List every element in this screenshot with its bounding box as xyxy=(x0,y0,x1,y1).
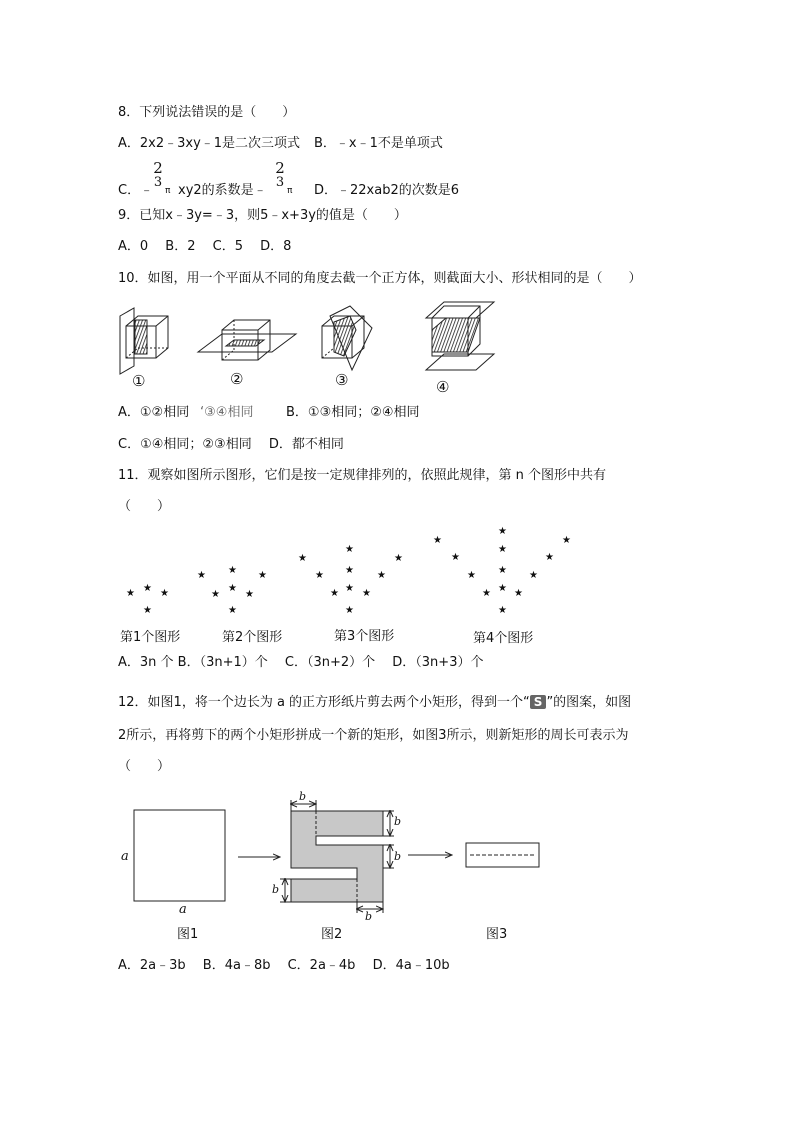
q8-fraction-1-numerator: 2 xyxy=(153,159,163,177)
star: ★ xyxy=(433,535,442,546)
q12-label-b-left: b xyxy=(272,883,280,896)
q8-fraction-2-numerator: 2 xyxy=(275,159,285,177)
q8-option-d: D．﹣22xab2的次数是6 xyxy=(314,183,460,198)
star: ★ xyxy=(126,588,135,599)
q12-label-a-left: a xyxy=(121,849,129,864)
star: ★ xyxy=(345,583,354,594)
q10-label-4: ④ xyxy=(436,378,450,396)
q12-label-b-right-1: b xyxy=(394,815,402,828)
q8-option-c-prefix: C．﹣ xyxy=(118,183,154,198)
star: ★ xyxy=(330,588,339,599)
q11-paren: （ ） xyxy=(118,499,171,514)
star: ★ xyxy=(143,583,152,594)
q8-pi-1: π xyxy=(165,186,171,196)
q12-s-glyph: S xyxy=(530,695,547,709)
q12-label-b-bottom: b xyxy=(365,910,373,923)
star: ★ xyxy=(315,570,324,581)
star: ★ xyxy=(545,552,554,563)
q8-pi-2: π xyxy=(287,186,293,196)
star: ★ xyxy=(345,605,354,616)
star: ★ xyxy=(258,570,267,581)
star: ★ xyxy=(467,570,476,581)
q12-line-2: 2所示，再将剪下的两个小矩形拼成一个新的矩形，如图3所示，则新矩形的周长可表示为 xyxy=(118,728,629,743)
q12-label-b-top: b xyxy=(299,790,307,803)
q10-option-b: B．①③相同；②④相同 xyxy=(286,405,420,420)
q10-option-a-tail: ‘③④相同 xyxy=(200,405,254,420)
star: ★ xyxy=(228,565,237,576)
star: ★ xyxy=(228,605,237,616)
q10-label-1: ① xyxy=(132,372,146,390)
q11-caption-3: 第3个图形 xyxy=(334,629,395,644)
q10-stem: 10．如图，用一个平面从不同的角度去截一个正方体，则截面大小、形状相同的是（ ） xyxy=(118,271,642,286)
star: ★ xyxy=(345,565,354,576)
q8-fraction-2-denominator: 3 xyxy=(275,175,285,190)
q9-stem: 9．已知x﹣3y=﹣3，则5﹣x+3y的值是（ ） xyxy=(118,208,407,223)
star: ★ xyxy=(197,570,206,581)
star: ★ xyxy=(377,570,386,581)
star: ★ xyxy=(498,544,507,555)
star: ★ xyxy=(394,553,403,564)
q12-paren: （ ） xyxy=(118,759,171,774)
star: ★ xyxy=(345,544,354,555)
q11-caption-1: 第1个图形 xyxy=(120,630,181,645)
q8-fraction-1-denominator: 3 xyxy=(153,175,163,190)
q12-figure-2-s-shape xyxy=(291,811,383,902)
star: ★ xyxy=(228,583,237,594)
q12-line-1-tail: ”的图案，如图 xyxy=(546,695,632,710)
q11-options: A．3n 个 B．（3n+1）个 C．（3n+2）个 D．（3n+3）个 xyxy=(118,655,484,670)
q12-label-b-right-2: b xyxy=(394,850,402,863)
q8-option-a: A．2x2﹣3xy﹣1是二次三项式 xyxy=(118,136,301,151)
q8-option-b: B．﹣x﹣1不是单项式 xyxy=(314,136,443,151)
star: ★ xyxy=(498,526,507,537)
q10-label-2: ② xyxy=(230,370,244,388)
q12-line-1-text: 12．如图1，将一个边长为 a 的正方形纸片剪去两个小矩形，得到一个“ xyxy=(118,695,530,710)
q12-caption-3: 图3 xyxy=(486,927,508,942)
q12-options: A．2a﹣3b B．4a﹣8b C．2a﹣4b D．4a﹣10b xyxy=(118,958,450,973)
q12-figure-1-square xyxy=(134,810,225,901)
q8-stem: 8．下列说法错误的是（ ） xyxy=(118,105,296,120)
q10-options-cd: C．①④相同；②③相同 D．都不相同 xyxy=(118,437,344,452)
q12-label-a-bottom: a xyxy=(179,902,187,917)
star: ★ xyxy=(143,605,152,616)
q9-options: A．0 B．2 C．5 D．8 xyxy=(118,239,292,254)
star: ★ xyxy=(514,588,523,599)
q11-stem: 11．观察如图所示图形，它们是按一定规律排列的，依照此规律，第 n 个图形中共有 xyxy=(118,468,607,483)
star: ★ xyxy=(160,588,169,599)
q12-caption-1: 图1 xyxy=(177,927,199,942)
star: ★ xyxy=(498,565,507,576)
star: ★ xyxy=(362,588,371,599)
q11-caption-4: 第4个图形 xyxy=(473,631,534,646)
star: ★ xyxy=(529,570,538,581)
star: ★ xyxy=(245,589,254,600)
star: ★ xyxy=(498,605,507,616)
star: ★ xyxy=(562,535,571,546)
star: ★ xyxy=(498,583,507,594)
star: ★ xyxy=(211,589,220,600)
star: ★ xyxy=(482,588,491,599)
q10-option-a: A．①②相同 xyxy=(118,405,190,420)
q11-caption-2: 第2个图形 xyxy=(222,630,283,645)
q10-label-3: ③ xyxy=(335,371,349,389)
star: ★ xyxy=(298,553,307,564)
q12-caption-2: 图2 xyxy=(321,927,343,942)
star: ★ xyxy=(451,552,460,563)
q8-option-c-mid: xy2的系数是﹣ xyxy=(178,183,267,198)
